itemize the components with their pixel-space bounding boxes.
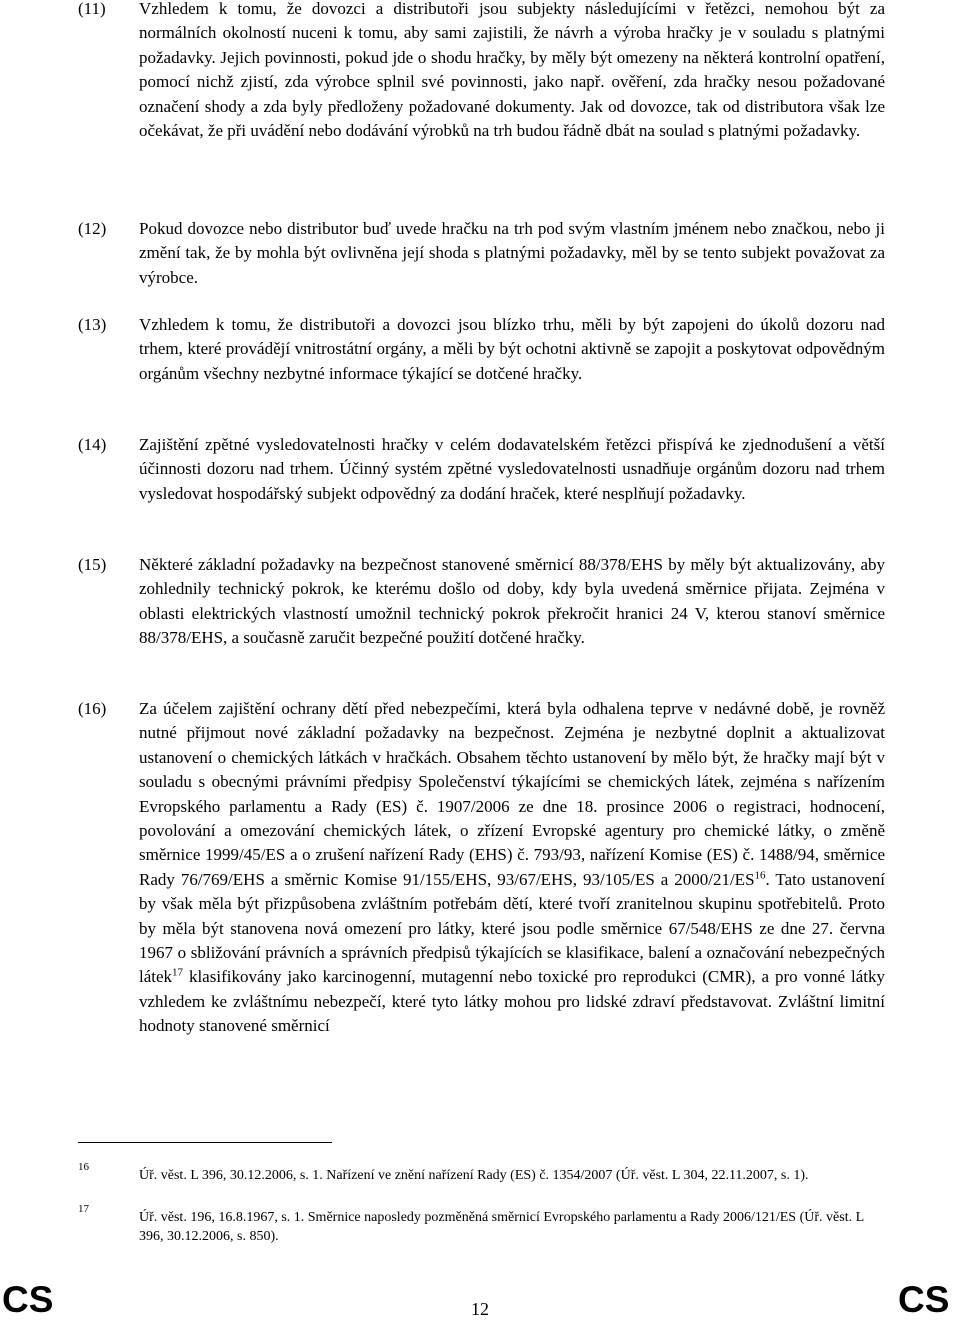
footnote-number: 16 (78, 1161, 89, 1173)
recital-text-part: Za účelem zajištění ochrany dětí před nebezpečími, která byla odhalena teprve v nedávné době, je rovněž nutné přijmout nové základní požadavky na bezpečnost. Zejména je nezbytné doplnit a aktualizovat ustanovení o chemických látkách v hračkách. Obsahem těchto ustanovení by mělo být, že hračky mají být v souladu s obecnými právními předpisy Společenství týkajícími se chemických látek, zejména s nařízením Evropského parlamentu a Rady (ES) č. 1907/2006 ze dne 18. prosince 2006 o registraci, hodnocení, povolování a omezování chemických látek, o zřízení Evropské agentury pro chemické látky, o změně směrnice 1999/45/ES a o zrušení nařízení Rady (EHS) č. 793/93, nařízení Komise (ES) č. 1488/94, směrnice Rady 76/769/EHS a směrnic Komise 91/155/EHS, 93/67/EHS, 93/105/ES a 2000/21/ES (139, 699, 885, 889)
page-number: 12 (471, 1299, 489, 1319)
footnote-separator (78, 1142, 332, 1143)
recital-text-part: klasifikovány jako karcinogenní, mutagenní nebo toxické pro reprodukci (CMR), a pro vonné látky vzhledem ke zvláštnímu nebezpečí, které tyto látky mohou pro lidské zdraví představovat. Zvláštní limitní hodnoty stanovené směrnicí (139, 967, 885, 1036)
footnote-ref-16[interactable]: 16 (754, 869, 766, 882)
recital-text: Vzhledem k tomu, že dovozci a distributoři jsou subjekty následujícími v řetězci, nemohou být za normálních okolností nuceni k tomu, aby sami zajistili, že návrh a výroba hračky je v souladu s platnými požadavky. Jejich povinnosti, pokud jde o shodu hračky, by měly být omezeny na některá kontrolní opatření, pomocí nichž zjistí, zda výrobce splnil své povinnosti, jako např. ověření, zda hračky nesou požadované označení shody a zda byly předloženy požadované dokumenty. Jak od dovozce, tak od distributora však lze očekávat, že při uvádění nebo dodávání výrobků na trh budou řádně dbát na soulad s platnými požadavky. (139, 0, 885, 141)
footnote-ref-17[interactable]: 17 (172, 966, 184, 979)
footnote-number: 17 (78, 1203, 89, 1215)
language-code-left: CS (2, 1279, 54, 1320)
recital-text: Vzhledem k tomu, že distributoři a dovozci jsou blízko trhu, měli by být zapojeni do úkolů dozoru nad trhem, které provádějí vnitrostátní orgány, a měli by být ochotni aktivně se zapojit a poskytovat odpovědným orgánům všechny nezbytné informace týkající se dotčené hračky. (139, 315, 885, 383)
recital-number: (14) (78, 435, 107, 454)
recital-number: (16) (78, 699, 107, 718)
recital-text: Zajištění zpětné vysledovatelnosti hračky v celém dodavatelském řetězci přispívá ke zjednodušení a větší účinnosti dozoru nad trhem. Účinný systém zpětné vysledovatelnosti usnadňuje orgánům dozoru nad trhem vysledovat hospodářský subjekt odpovědný za dodání hraček, které nesplňují požadavky. (139, 435, 885, 503)
recital-text (139, 697, 885, 1039)
language-code-right: CS (898, 1279, 950, 1320)
recital-number: (11) (78, 0, 106, 18)
recital-text-part: . Tato ustanovení by však měla být přizpůsobena zvláštním potřebám dětí, které tvoří zranitelnou skupinu spotřebitelů. Proto by měla být stanovena nová omezení pro látky, které jsou podle směrnice 67/548/EHS ze dne 27. června 1967 o sbližování právních a správních předpisů týkajících se klasifikace, balení a označování nebezpečných látek (139, 869, 886, 987)
recital-text: Pokud dovozce nebo distributor buď uvede hračku na trh pod svým vlastním jménem nebo značkou, nebo ji změní tak, že by mohla být ovlivněna její shoda s platnými požadavky, měl by se tento subjekt považovat za výrobce. (139, 219, 885, 287)
recital-text: Některé základní požadavky na bezpečnost stanovené směrnicí 88/378/EHS by měly být aktualizovány, aby zohlednily technický pokrok, ke kterému došlo od doby, kdy byla uvedená směrnice přijata. Zejména v oblasti elektrických vlastností umožnil technický pokrok překročit hranici 24 V, kterou stanoví směrnice 88/378/EHS, a současně zaručit bezpečné použití dotčené hračky. (139, 555, 885, 648)
recital-number: (12) (78, 219, 107, 238)
footnote-text: Úř. věst. L 396, 30.12.2006, s. 1. Nařízení ve znění nařízení Rady (ES) č. 1354/2007 (Úř. věst. L 304, 22.11.2007, s. 1). (139, 1168, 809, 1183)
recital-number: (13) (78, 315, 107, 334)
recital-number: (15) (78, 555, 107, 574)
footnote-text: Úř. věst. 196, 16.8.1967, s. 1. Směrnice naposledy pozměněná směrnicí Evropského parlamentu a Rady 2006/121/ES (Úř. věst. L 396, 30.12.2006, s. 850). (139, 1210, 864, 1244)
